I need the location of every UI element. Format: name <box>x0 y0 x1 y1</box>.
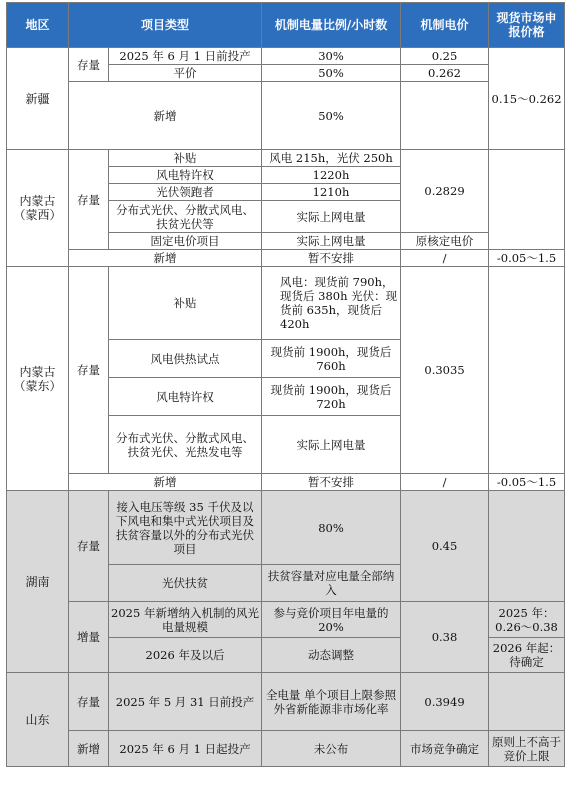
project-type: 接入电压等级 35 千伏及以下风电和集中式光伏项目及扶贫容量以外的分布式光伏项目 <box>109 491 262 565</box>
spot-cell: 原则上不高于竞价上限 <box>489 731 565 767</box>
new-label: 新增 <box>69 731 109 767</box>
table-row <box>7 731 565 767</box>
existing-label: 存量 <box>69 491 109 602</box>
new-label: 新增 <box>69 250 262 267</box>
ratio-cell: 暂不安排 <box>262 250 401 267</box>
table-row <box>7 150 565 167</box>
region-hunan: 湖南 <box>7 491 69 673</box>
project-type: 风电特许权 <box>109 167 262 184</box>
spot-cell: 0.15～0.262 <box>489 48 565 150</box>
ratio-cell: 风电：现货前 790h，现货后 380h 光伏：现货前 635h，现货后 420h <box>262 267 401 340</box>
ratio-cell: 实际上网电量 <box>262 233 401 250</box>
spot-cell: 2026 年起：待确定 <box>489 638 565 673</box>
table-row <box>7 602 565 638</box>
spot-cell: -0.05～1.5 <box>489 250 565 267</box>
spot-cell <box>489 267 565 474</box>
project-type: 平价 <box>109 65 262 82</box>
project-type: 风电供热试点 <box>109 340 262 378</box>
price-cell: 0.3949 <box>401 673 489 731</box>
header-row <box>7 3 565 48</box>
price-cell: 市场竞争确定 <box>401 731 489 767</box>
table-row <box>7 673 565 731</box>
price-cell: 0.45 <box>401 491 489 602</box>
ratio-cell: 全电量 单个项目上限参照外省新能源非市场化率 <box>262 673 401 731</box>
header-project-type: 项目类型 <box>69 3 262 48</box>
ratio-cell: 扶贫容量对应电量全部纳入 <box>262 565 401 602</box>
spot-cell <box>489 150 565 250</box>
table-row <box>7 474 565 491</box>
price-cell <box>401 82 489 150</box>
policy-table <box>6 2 565 767</box>
price-cell: 0.3035 <box>401 267 489 474</box>
project-type: 分布式光伏、分散式风电、扶贫光伏等 <box>109 201 262 233</box>
region-mengdong: 内蒙古（蒙东） <box>7 267 69 491</box>
ratio-cell: 动态调整 <box>262 638 401 673</box>
region-mengxi: 内蒙古（蒙西） <box>7 150 69 267</box>
table-row <box>7 491 565 565</box>
header-spot: 现货市场申报价格 <box>489 3 565 48</box>
price-cell: 0.2829 <box>401 150 489 233</box>
existing-label: 存量 <box>69 267 109 474</box>
ratio-cell: 暂不安排 <box>262 474 401 491</box>
project-type: 补贴 <box>109 267 262 340</box>
region-shandong: 山东 <box>7 673 69 767</box>
price-cell: 原核定电价 <box>401 233 489 250</box>
price-cell: / <box>401 250 489 267</box>
project-type: 光伏领跑者 <box>109 184 262 201</box>
ratio-cell: 实际上网电量 <box>262 201 401 233</box>
project-type: 光伏扶贫 <box>109 565 262 602</box>
ratio-cell: 50% <box>262 65 401 82</box>
price-cell: 0.262 <box>401 65 489 82</box>
ratio-cell: 80% <box>262 491 401 565</box>
existing-label: 存量 <box>69 150 109 250</box>
ratio-cell: 未公布 <box>262 731 401 767</box>
table-row <box>7 250 565 267</box>
spot-cell <box>489 491 565 602</box>
project-type: 2025 年 6 月 1 日起投产 <box>109 731 262 767</box>
price-cell: 0.25 <box>401 48 489 65</box>
project-type: 2025 年 5 月 31 日前投产 <box>109 673 262 731</box>
new-label: 新增 <box>69 474 262 491</box>
ratio-cell: 1220h <box>262 167 401 184</box>
project-type: 固定电价项目 <box>109 233 262 250</box>
ratio-cell: 1210h <box>262 184 401 201</box>
project-type: 补贴 <box>109 150 262 167</box>
incremental-label: 增量 <box>69 602 109 673</box>
ratio-cell: 参与竞价项目年电量的 20% <box>262 602 401 638</box>
header-price: 机制电价 <box>401 3 489 48</box>
ratio-cell: 现货前 1900h，现货后 720h <box>262 378 401 416</box>
project-type: 分布式光伏、分散式风电、扶贫光伏、光热发电等 <box>109 416 262 474</box>
table-row <box>7 48 565 65</box>
existing-label: 存量 <box>69 48 109 82</box>
table-row <box>7 267 565 340</box>
header-ratio: 机制电量比例/小时数 <box>262 3 401 48</box>
header-region: 地区 <box>7 3 69 48</box>
project-type: 风电特许权 <box>109 378 262 416</box>
spot-cell: 2025 年：0.26～0.38 <box>489 602 565 638</box>
spot-cell: -0.05～1.5 <box>489 474 565 491</box>
existing-label: 存量 <box>69 673 109 731</box>
project-type: 2025 年新增纳入机制的风光电量规模 <box>109 602 262 638</box>
project-type: 2026 年及以后 <box>109 638 262 673</box>
region-xinjiang: 新疆 <box>7 48 69 150</box>
spot-cell <box>489 673 565 731</box>
ratio-cell: 实际上网电量 <box>262 416 401 474</box>
new-label: 新增 <box>69 82 262 150</box>
price-cell: / <box>401 474 489 491</box>
table-row <box>7 82 565 150</box>
ratio-cell: 50% <box>262 82 401 150</box>
ratio-cell: 风电 215h，光伏 250h <box>262 150 401 167</box>
price-cell: 0.38 <box>401 602 489 673</box>
ratio-cell: 30% <box>262 48 401 65</box>
project-type: 2025 年 6 月 1 日前投产 <box>109 48 262 65</box>
ratio-cell: 现货前 1900h，现货后 760h <box>262 340 401 378</box>
